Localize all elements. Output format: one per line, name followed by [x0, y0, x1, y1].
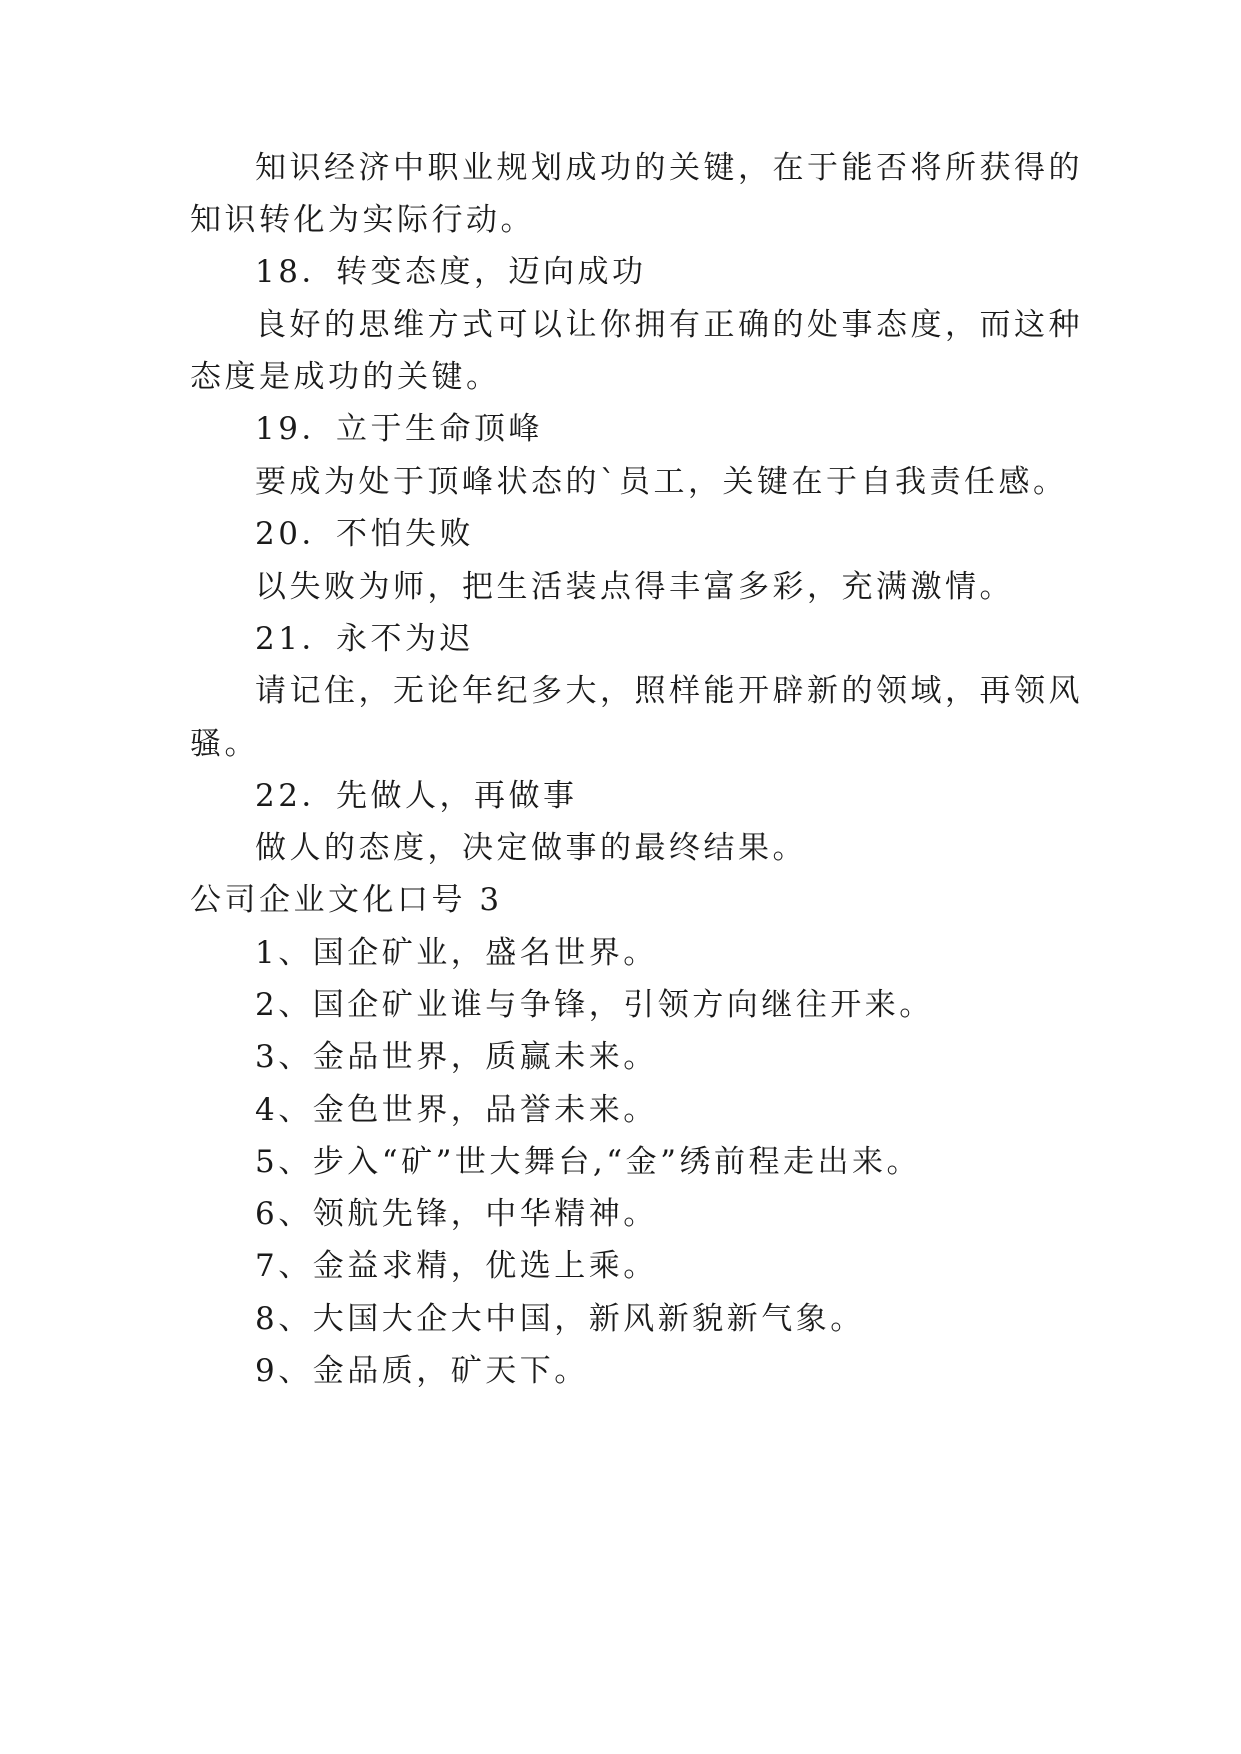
list-item: 5、步入“矿”世大舞台,“金”绣前程走出来。 [255, 1144, 921, 1180]
paragraph-line: 以失败为师，把生活装点得丰富多彩，充满激情。 [255, 569, 1014, 605]
section-heading: 20．不怕失败 [255, 516, 474, 552]
list-item: 7、金益求精，优选上乘。 [255, 1248, 658, 1284]
list-item: 6、领航先锋，中华精神。 [255, 1196, 658, 1232]
paragraph-line: 知识经济中职业规划成功的关键，在于能否将所获得的 [255, 150, 1083, 186]
paragraph-line: 骚。 [190, 726, 259, 762]
list-item: 9、金品质，矿天下。 [255, 1353, 589, 1389]
paragraph-line: 要成为处于顶峰状态的`员工，关键在于自我责任感。 [255, 464, 1068, 500]
section-heading: 21．永不为迟 [255, 621, 474, 657]
section-heading: 19．立于生命顶峰 [255, 411, 543, 447]
list-item: 2、国企矿业谁与争锋，引领方向继往开来。 [255, 987, 934, 1023]
document-heading: 公司企业文化口号 3 [190, 882, 503, 918]
list-item: 4、金色世界，品誉未来。 [255, 1092, 658, 1128]
section-heading: 22．先做人，再做事 [255, 778, 578, 814]
list-item: 8、大国大企大中国，新风新貌新气象。 [255, 1301, 865, 1337]
paragraph-line: 良好的思维方式可以让你拥有正确的处事态度，而这种 [255, 307, 1083, 343]
list-item: 3、金品世界，质赢未来。 [255, 1039, 658, 1075]
list-item: 1、国企矿业，盛名世界。 [255, 935, 658, 971]
paragraph-line: 做人的态度，决定做事的最终结果。 [255, 830, 807, 866]
paragraph-line: 知识转化为实际行动。 [190, 202, 535, 238]
section-heading: 18．转变态度，迈向成功 [255, 254, 647, 290]
paragraph-line: 态度是成功的关键。 [190, 359, 501, 395]
paragraph-line: 请记住，无论年纪多大，照样能开辟新的领域，再领风 [255, 673, 1083, 709]
